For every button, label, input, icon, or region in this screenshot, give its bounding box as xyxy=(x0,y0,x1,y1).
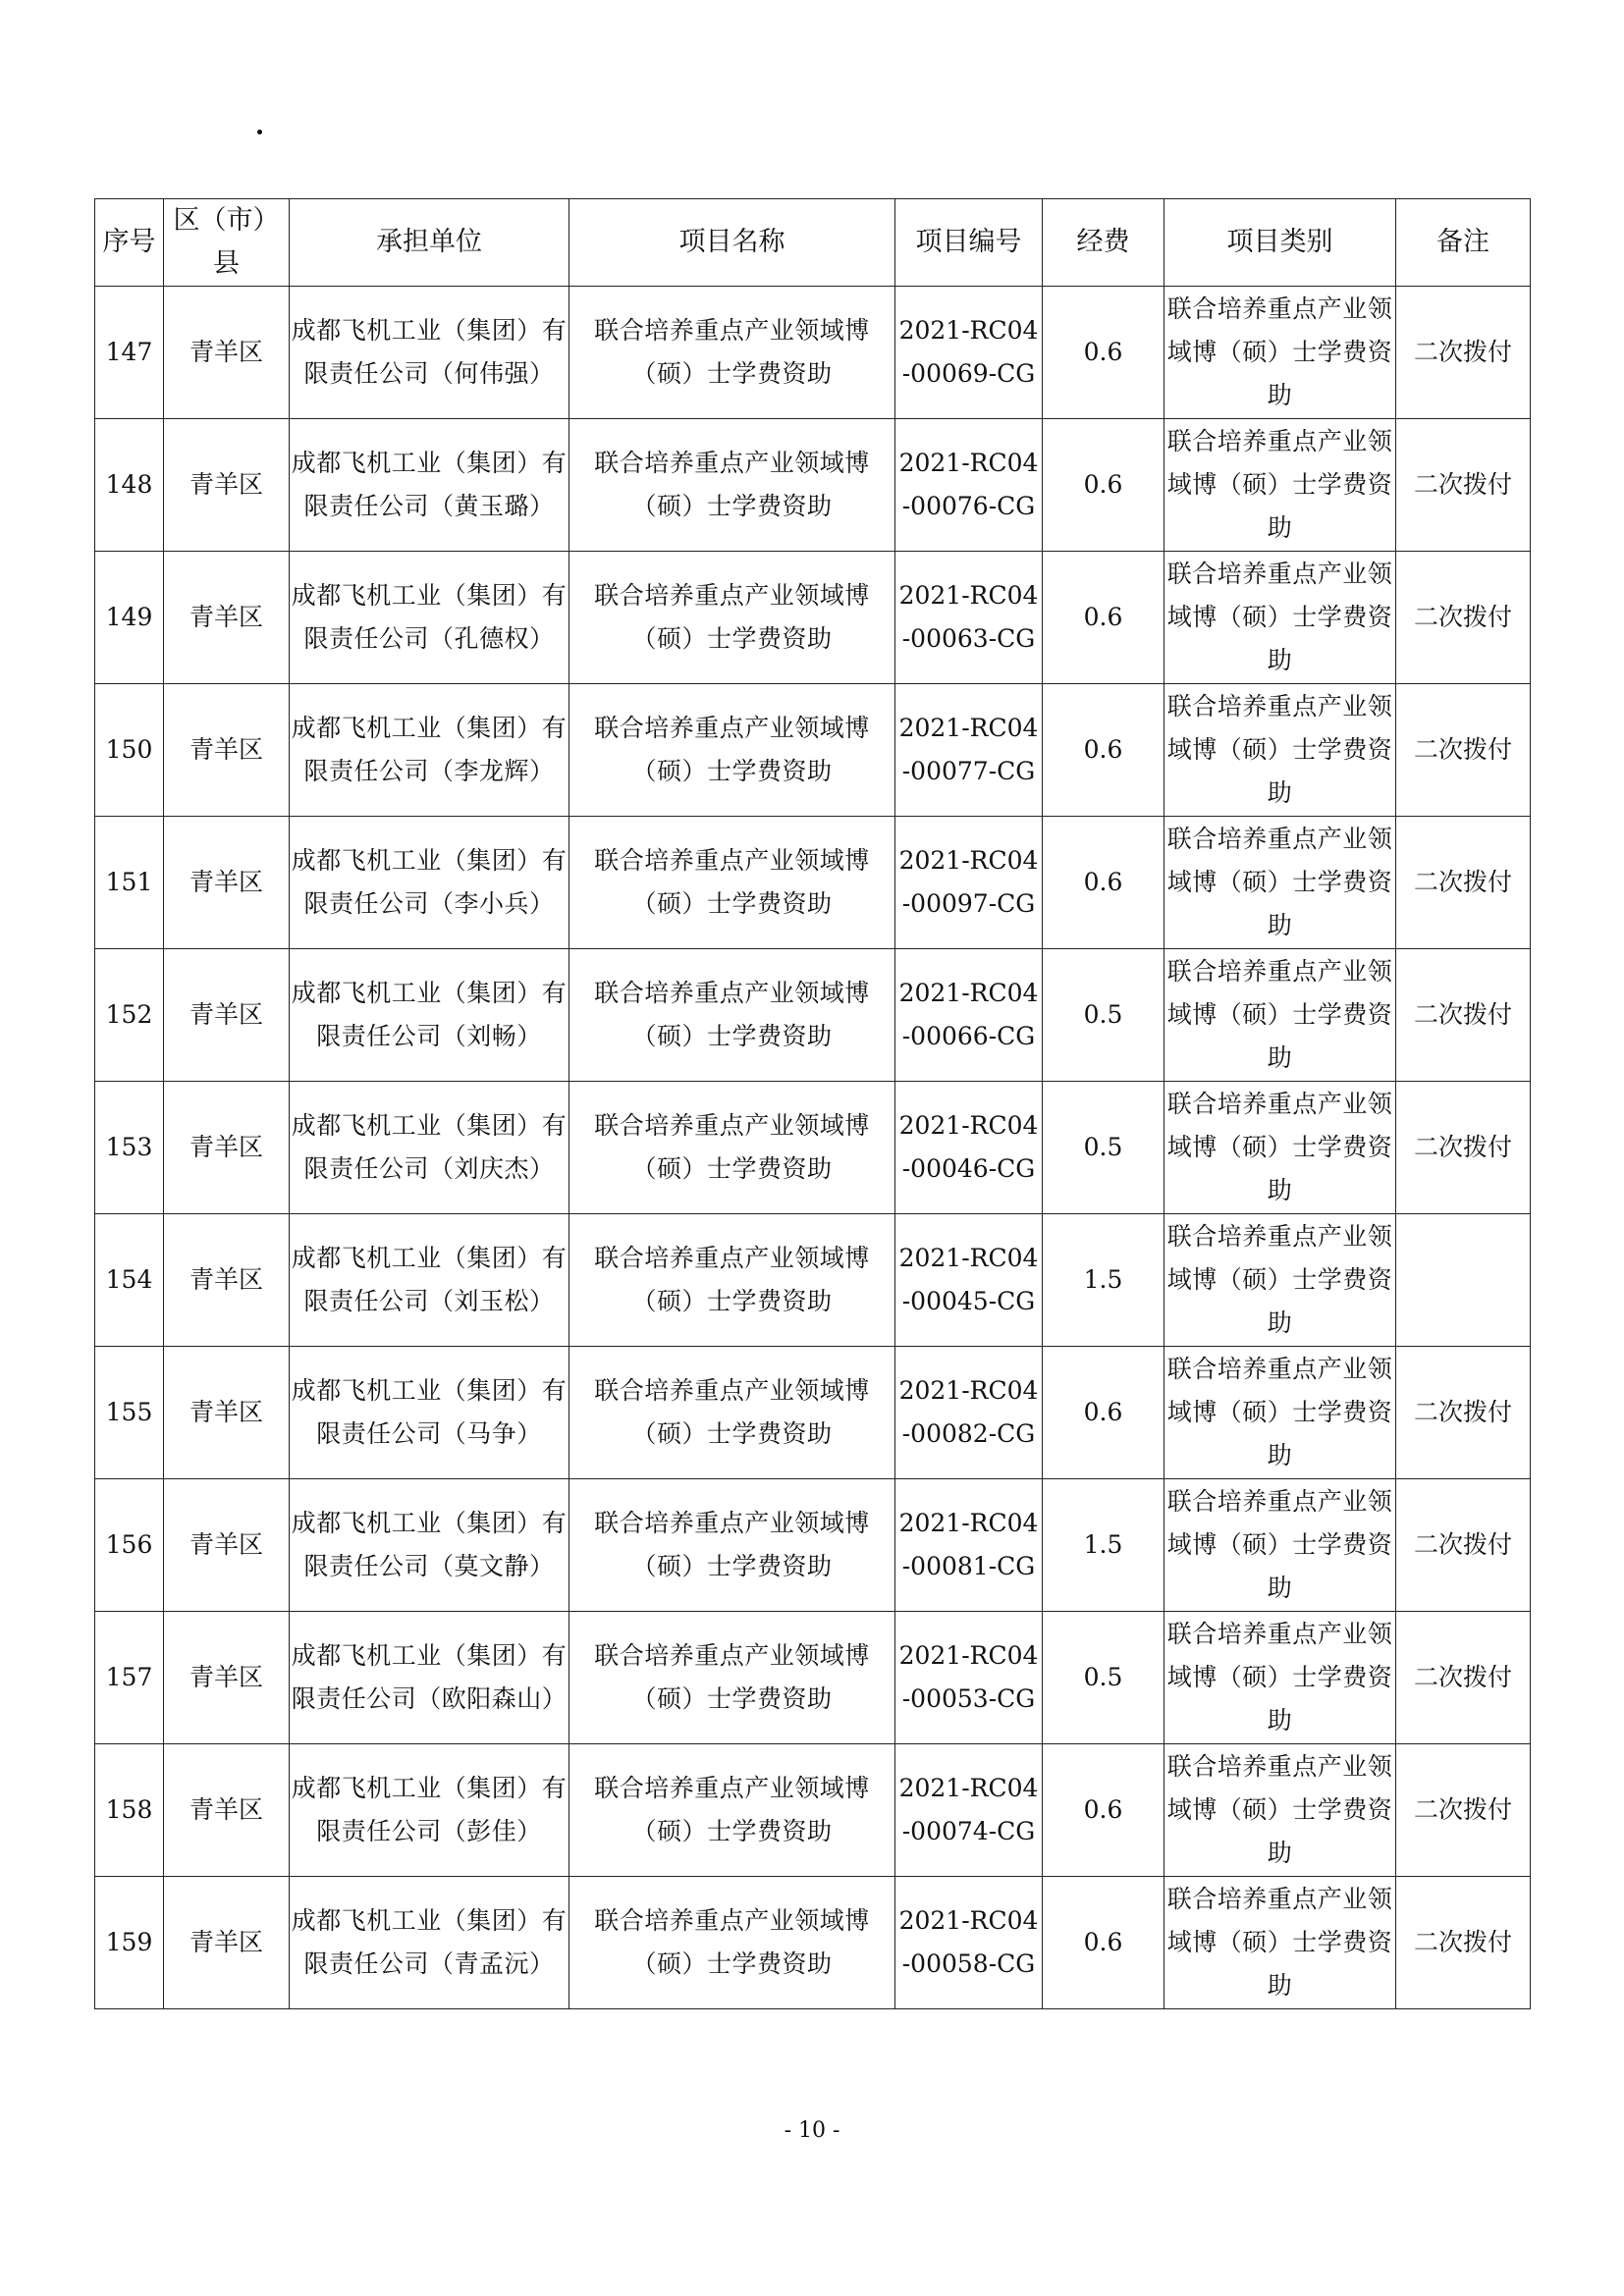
cell-category-text: 联合培养重点产业领域博（硕）士学费资助 xyxy=(1166,825,1393,939)
cell-unit-text: 成都飞机工业（集团）有限责任公司（马争） xyxy=(291,1376,568,1448)
table-row xyxy=(95,1214,1531,1347)
cell-no xyxy=(95,287,164,419)
cell-project xyxy=(569,949,895,1082)
cell-district xyxy=(164,1214,290,1347)
cell-code xyxy=(895,1347,1043,1479)
cell-remark-text: 二次拨付 xyxy=(1413,470,1512,499)
cell-no-text: 155 xyxy=(105,1398,153,1426)
page-number: - 10 - xyxy=(784,2118,840,2143)
cell-project xyxy=(569,1479,895,1612)
cell-no-text: 149 xyxy=(105,603,153,631)
cell-project-text: 联合培养重点产业领域博（硕）士学费资助 xyxy=(594,714,870,785)
cell-code-text: 2021-RC04-00045-CG xyxy=(898,1244,1039,1315)
cell-project-text: 联合培养重点产业领域博（硕）士学费资助 xyxy=(594,1376,870,1448)
cell-unit-text: 成都飞机工业（集团）有限责任公司（刘庆杰） xyxy=(291,1111,568,1183)
cell-no xyxy=(95,1082,164,1214)
cell-funding xyxy=(1043,1082,1164,1214)
cell-funding-text: 0.6 xyxy=(1083,1398,1123,1426)
table-row xyxy=(95,287,1531,419)
cell-district-text: 青羊区 xyxy=(189,1398,263,1426)
cell-code-text: 2021-RC04-00063-CG xyxy=(898,581,1039,653)
cell-district-text: 青羊区 xyxy=(189,1795,263,1824)
cell-remark xyxy=(1396,552,1531,684)
cell-district xyxy=(164,1347,290,1479)
cell-category-text: 联合培养重点产业领域博（硕）士学费资助 xyxy=(1166,294,1393,409)
cell-district xyxy=(164,1744,290,1877)
cell-funding-text: 0.6 xyxy=(1083,603,1123,631)
cell-funding-text: 0.5 xyxy=(1083,1133,1123,1161)
cell-code-text: 2021-RC04-00076-CG xyxy=(898,449,1039,520)
table-row xyxy=(95,1612,1531,1744)
cell-remark xyxy=(1396,287,1531,419)
cell-no-text: 152 xyxy=(105,1000,153,1029)
cell-project-text: 联合培养重点产业领域博（硕）士学费资助 xyxy=(594,846,870,918)
cell-funding-text: 0.6 xyxy=(1083,868,1123,896)
header-unit: 承担单位 xyxy=(290,199,569,287)
cell-code-text: 2021-RC04-00046-CG xyxy=(898,1111,1039,1183)
cell-funding xyxy=(1043,1347,1164,1479)
cell-district-text: 青羊区 xyxy=(189,1265,263,1294)
cell-category xyxy=(1164,1877,1396,2009)
cell-remark-text: 二次拨付 xyxy=(1413,1530,1512,1559)
cell-code xyxy=(895,419,1043,552)
cell-no xyxy=(95,1214,164,1347)
cell-code xyxy=(895,1744,1043,1877)
cell-project-text: 联合培养重点产业领域博（硕）士学费资助 xyxy=(594,979,870,1050)
cell-no-text: 151 xyxy=(105,868,153,896)
cell-district-text: 青羊区 xyxy=(189,603,263,631)
cell-code-text: 2021-RC04-00077-CG xyxy=(898,714,1039,785)
cell-unit xyxy=(290,1877,569,2009)
cell-no-text: 153 xyxy=(105,1133,153,1161)
cell-remark xyxy=(1396,419,1531,552)
cell-project-text: 联合培养重点产业领域博（硕）士学费资助 xyxy=(594,1509,870,1580)
cell-unit xyxy=(290,1082,569,1214)
cell-project xyxy=(569,817,895,949)
cell-no-text: 147 xyxy=(105,338,153,366)
cell-funding xyxy=(1043,1612,1164,1744)
cell-category xyxy=(1164,1082,1396,1214)
cell-district xyxy=(164,684,290,817)
cell-no xyxy=(95,684,164,817)
cell-project xyxy=(569,287,895,419)
cell-no-text: 156 xyxy=(105,1530,153,1559)
cell-funding-text: 0.5 xyxy=(1083,1663,1123,1691)
cell-project-text: 联合培养重点产业领域博（硕）士学费资助 xyxy=(594,1906,870,1978)
cell-funding-text: 0.6 xyxy=(1083,1928,1123,1956)
cell-funding xyxy=(1043,684,1164,817)
cell-funding xyxy=(1043,1877,1164,2009)
cell-funding-text: 0.5 xyxy=(1083,1000,1123,1029)
cell-remark-text: 二次拨付 xyxy=(1413,1000,1512,1029)
cell-district xyxy=(164,1877,290,2009)
cell-district-text: 青羊区 xyxy=(189,735,263,764)
cell-funding-text: 0.6 xyxy=(1083,735,1123,764)
cell-code-text: 2021-RC04-00066-CG xyxy=(898,979,1039,1050)
cell-project xyxy=(569,1877,895,2009)
cell-district xyxy=(164,1082,290,1214)
table-row xyxy=(95,1347,1531,1479)
header-category: 项目类别 xyxy=(1164,199,1396,287)
cell-no xyxy=(95,1877,164,2009)
cell-unit-text: 成都飞机工业（集团）有限责任公司（欧阳森山） xyxy=(291,1641,568,1713)
cell-project xyxy=(569,1744,895,1877)
cell-district-text: 青羊区 xyxy=(189,1928,263,1956)
cell-unit-text: 成都飞机工业（集团）有限责任公司（刘玉松） xyxy=(291,1244,568,1315)
cell-funding-text: 0.6 xyxy=(1083,338,1123,366)
cell-category xyxy=(1164,419,1396,552)
cell-code xyxy=(895,552,1043,684)
cell-funding xyxy=(1043,552,1164,684)
cell-remark xyxy=(1396,1744,1531,1877)
header-no: 序号 xyxy=(95,199,164,287)
cell-funding-text: 0.6 xyxy=(1083,1795,1123,1824)
cell-unit xyxy=(290,419,569,552)
cell-district xyxy=(164,287,290,419)
cell-remark xyxy=(1396,1877,1531,2009)
cell-no xyxy=(95,1479,164,1612)
bullet-dot xyxy=(257,130,262,134)
cell-category xyxy=(1164,949,1396,1082)
cell-unit xyxy=(290,1744,569,1877)
cell-unit xyxy=(290,1214,569,1347)
cell-category-text: 联合培养重点产业领域博（硕）士学费资助 xyxy=(1166,560,1393,674)
cell-no-text: 158 xyxy=(105,1795,153,1824)
cell-code xyxy=(895,287,1043,419)
table-row xyxy=(95,949,1531,1082)
cell-no-text: 150 xyxy=(105,735,153,764)
cell-category-text: 联合培养重点产业领域博（硕）士学费资助 xyxy=(1166,1620,1393,1735)
cell-funding xyxy=(1043,817,1164,949)
cell-unit xyxy=(290,552,569,684)
cell-category xyxy=(1164,817,1396,949)
cell-remark-text: 二次拨付 xyxy=(1413,1133,1512,1161)
cell-unit-text: 成都飞机工业（集团）有限责任公司（彭佳） xyxy=(291,1774,568,1845)
cell-district xyxy=(164,1479,290,1612)
cell-category xyxy=(1164,1612,1396,1744)
cell-project xyxy=(569,552,895,684)
cell-project-text: 联合培养重点产业领域博（硕）士学费资助 xyxy=(594,316,870,388)
cell-unit-text: 成都飞机工业（集团）有限责任公司（何伟强） xyxy=(291,316,568,388)
cell-project xyxy=(569,1347,895,1479)
cell-code xyxy=(895,1082,1043,1214)
table-row xyxy=(95,684,1531,817)
cell-unit-text: 成都飞机工业（集团）有限责任公司（莫文静） xyxy=(291,1509,568,1580)
cell-funding xyxy=(1043,949,1164,1082)
cell-project xyxy=(569,1612,895,1744)
cell-category xyxy=(1164,1479,1396,1612)
cell-code-text: 2021-RC04-00081-CG xyxy=(898,1509,1039,1580)
cell-category-text: 联合培养重点产业领域博（硕）士学费资助 xyxy=(1166,1222,1393,1337)
cell-no xyxy=(95,552,164,684)
cell-code xyxy=(895,1612,1043,1744)
cell-district xyxy=(164,1612,290,1744)
cell-remark xyxy=(1396,949,1531,1082)
cell-district xyxy=(164,817,290,949)
cell-category-text: 联合培养重点产业领域博（硕）士学费资助 xyxy=(1166,1355,1393,1469)
cell-category xyxy=(1164,1214,1396,1347)
cell-remark-text: 二次拨付 xyxy=(1413,1398,1512,1426)
cell-district-text: 青羊区 xyxy=(189,1000,263,1029)
cell-code xyxy=(895,684,1043,817)
cell-category xyxy=(1164,1744,1396,1877)
cell-remark xyxy=(1396,817,1531,949)
cell-project-text: 联合培养重点产业领域博（硕）士学费资助 xyxy=(594,1244,870,1315)
cell-no xyxy=(95,419,164,552)
cell-category-text: 联合培养重点产业领域博（硕）士学费资助 xyxy=(1166,1487,1393,1602)
header-code: 项目编号 xyxy=(895,199,1043,287)
cell-category xyxy=(1164,1347,1396,1479)
cell-no-text: 157 xyxy=(105,1663,153,1691)
cell-code-text: 2021-RC04-00082-CG xyxy=(898,1376,1039,1448)
cell-funding-text: 1.5 xyxy=(1083,1530,1123,1559)
cell-project-text: 联合培养重点产业领域博（硕）士学费资助 xyxy=(594,1774,870,1845)
cell-remark xyxy=(1396,1347,1531,1479)
cell-remark-text: 二次拨付 xyxy=(1413,603,1512,631)
cell-unit-text: 成都飞机工业（集团）有限责任公司（青孟沅） xyxy=(291,1906,568,1978)
cell-project xyxy=(569,419,895,552)
cell-code-text: 2021-RC04-00074-CG xyxy=(898,1774,1039,1845)
cell-no xyxy=(95,1347,164,1479)
header-funding: 经费 xyxy=(1043,199,1164,287)
cell-project-text: 联合培养重点产业领域博（硕）士学费资助 xyxy=(594,581,870,653)
cell-district-text: 青羊区 xyxy=(189,868,263,896)
cell-remark xyxy=(1396,1082,1531,1214)
cell-category xyxy=(1164,287,1396,419)
cell-remark-text: 二次拨付 xyxy=(1413,338,1512,366)
cell-funding xyxy=(1043,287,1164,419)
cell-funding-text: 0.6 xyxy=(1083,470,1123,499)
cell-code xyxy=(895,1877,1043,2009)
cell-category-text: 联合培养重点产业领域博（硕）士学费资助 xyxy=(1166,1885,1393,2000)
table-row xyxy=(95,419,1531,552)
table-row xyxy=(95,1479,1531,1612)
cell-unit xyxy=(290,817,569,949)
cell-no xyxy=(95,1744,164,1877)
cell-code-text: 2021-RC04-00097-CG xyxy=(898,846,1039,918)
cell-funding xyxy=(1043,1744,1164,1877)
cell-project xyxy=(569,1214,895,1347)
table-row xyxy=(95,1877,1531,2009)
funding-table xyxy=(94,198,1531,2009)
header-remark: 备注 xyxy=(1396,199,1531,287)
cell-funding xyxy=(1043,419,1164,552)
cell-category xyxy=(1164,552,1396,684)
cell-no xyxy=(95,1612,164,1744)
cell-district-text: 青羊区 xyxy=(189,338,263,366)
cell-code-text: 2021-RC04-00053-CG xyxy=(898,1641,1039,1713)
cell-unit xyxy=(290,684,569,817)
cell-project xyxy=(569,684,895,817)
cell-code-text: 2021-RC04-00069-CG xyxy=(898,316,1039,388)
cell-funding xyxy=(1043,1214,1164,1347)
cell-unit xyxy=(290,1479,569,1612)
cell-district-text: 青羊区 xyxy=(189,1530,263,1559)
cell-district-text: 青羊区 xyxy=(189,1663,263,1691)
cell-remark xyxy=(1396,1479,1531,1612)
cell-district xyxy=(164,949,290,1082)
cell-remark-text: 二次拨付 xyxy=(1413,735,1512,764)
cell-code xyxy=(895,817,1043,949)
cell-no xyxy=(95,949,164,1082)
cell-funding-text: 1.5 xyxy=(1083,1265,1123,1294)
table-row xyxy=(95,1082,1531,1214)
cell-category-text: 联合培养重点产业领域博（硕）士学费资助 xyxy=(1166,1752,1393,1867)
cell-category-text: 联合培养重点产业领域博（硕）士学费资助 xyxy=(1166,427,1393,542)
cell-no-text: 154 xyxy=(105,1265,153,1294)
header-project: 项目名称 xyxy=(569,199,895,287)
cell-unit-text: 成都飞机工业（集团）有限责任公司（刘畅） xyxy=(291,979,568,1050)
cell-remark xyxy=(1396,684,1531,817)
cell-district xyxy=(164,419,290,552)
cell-unit-text: 成都飞机工业（集团）有限责任公司（孔德权） xyxy=(291,581,568,653)
cell-project-text: 联合培养重点产业领域博（硕）士学费资助 xyxy=(594,1641,870,1713)
cell-remark-text: 二次拨付 xyxy=(1413,868,1512,896)
header-district: 区（市）县 xyxy=(164,199,290,287)
cell-project-text: 联合培养重点产业领域博（硕）士学费资助 xyxy=(594,1111,870,1183)
table-row xyxy=(95,817,1531,949)
cell-unit-text: 成都飞机工业（集团）有限责任公司（黄玉璐） xyxy=(291,449,568,520)
cell-remark-text: 二次拨付 xyxy=(1413,1928,1512,1956)
cell-project-text: 联合培养重点产业领域博（硕）士学费资助 xyxy=(594,449,870,520)
cell-remark-text: 二次拨付 xyxy=(1413,1795,1512,1824)
cell-no-text: 159 xyxy=(105,1928,153,1956)
cell-code xyxy=(895,949,1043,1082)
cell-district-text: 青羊区 xyxy=(189,1133,263,1161)
cell-remark-text: 二次拨付 xyxy=(1413,1663,1512,1691)
cell-unit xyxy=(290,1347,569,1479)
cell-unit xyxy=(290,1612,569,1744)
cell-category-text: 联合培养重点产业领域博（硕）士学费资助 xyxy=(1166,1090,1393,1204)
cell-code xyxy=(895,1214,1043,1347)
cell-code xyxy=(895,1479,1043,1612)
cell-category xyxy=(1164,684,1396,817)
cell-unit xyxy=(290,287,569,419)
cell-code-text: 2021-RC04-00058-CG xyxy=(898,1906,1039,1978)
cell-funding xyxy=(1043,1479,1164,1612)
cell-no-text: 148 xyxy=(105,470,153,499)
cell-unit-text: 成都飞机工业（集团）有限责任公司（李小兵） xyxy=(291,846,568,918)
table-header-row xyxy=(95,199,1531,287)
cell-district-text: 青羊区 xyxy=(189,470,263,499)
cell-unit-text: 成都飞机工业（集团）有限责任公司（李龙辉） xyxy=(291,714,568,785)
cell-remark xyxy=(1396,1214,1531,1347)
cell-project xyxy=(569,1082,895,1214)
cell-unit xyxy=(290,949,569,1082)
cell-district xyxy=(164,552,290,684)
cell-remark xyxy=(1396,1612,1531,1744)
table-row xyxy=(95,1744,1531,1877)
cell-no xyxy=(95,817,164,949)
table-row xyxy=(95,552,1531,684)
cell-category-text: 联合培养重点产业领域博（硕）士学费资助 xyxy=(1166,957,1393,1072)
cell-category-text: 联合培养重点产业领域博（硕）士学费资助 xyxy=(1166,692,1393,807)
